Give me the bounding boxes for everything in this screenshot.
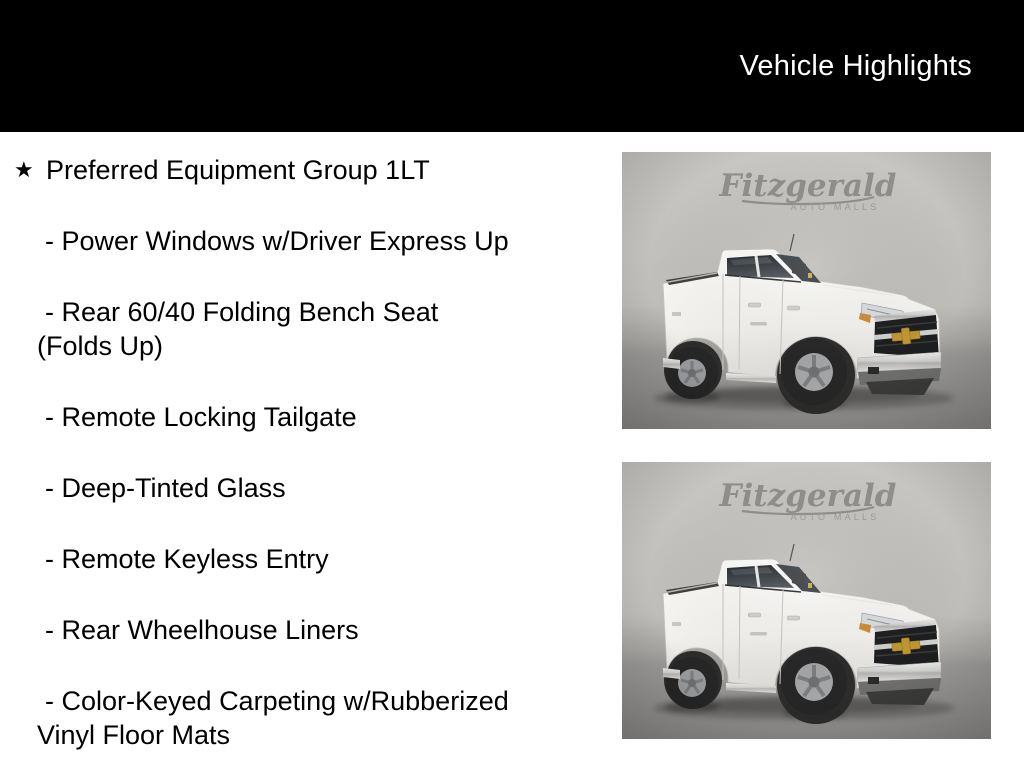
feature-item xyxy=(14,684,610,752)
feature-line: - Rear 60/40 Folding Bench Seat xyxy=(45,297,439,327)
feature-line: Vinyl Floor Mats xyxy=(37,720,231,750)
feature-line: - Color-Keyed Carpeting w/Rubberized xyxy=(45,686,509,716)
feature-line: - Remote Keyless Entry xyxy=(45,544,329,574)
feature-item xyxy=(14,613,610,647)
vignette xyxy=(622,462,991,739)
feature-group-label: Preferred Equipment Group 1LT xyxy=(46,155,430,185)
feature-sublist xyxy=(14,224,610,752)
feature-item xyxy=(14,295,610,363)
page-title: Vehicle Highlights xyxy=(739,49,972,82)
feature-item xyxy=(14,542,610,576)
feature-line: - Deep-Tinted Glass xyxy=(45,473,286,503)
feature-item xyxy=(14,400,610,434)
feature-item xyxy=(14,471,610,505)
vignette xyxy=(622,152,991,429)
vehicle-photo-illustration xyxy=(622,462,991,739)
vehicle-photo-illustration xyxy=(622,152,991,429)
feature-line: - Power Windows w/Driver Express Up xyxy=(45,226,509,256)
vehicle-highlights-list xyxy=(14,153,610,768)
feature-line: - Remote Locking Tailgate xyxy=(45,402,357,432)
vehicle-photo-1 xyxy=(622,152,991,429)
feature-group-heading xyxy=(14,153,610,187)
header-bar xyxy=(0,0,1024,132)
star-bullet-icon: ★ xyxy=(14,157,34,182)
feature-item xyxy=(14,224,610,258)
vehicle-photo-2 xyxy=(622,462,991,739)
feature-line: (Folds Up) xyxy=(37,331,164,361)
feature-line: - Rear Wheelhouse Liners xyxy=(45,615,359,645)
